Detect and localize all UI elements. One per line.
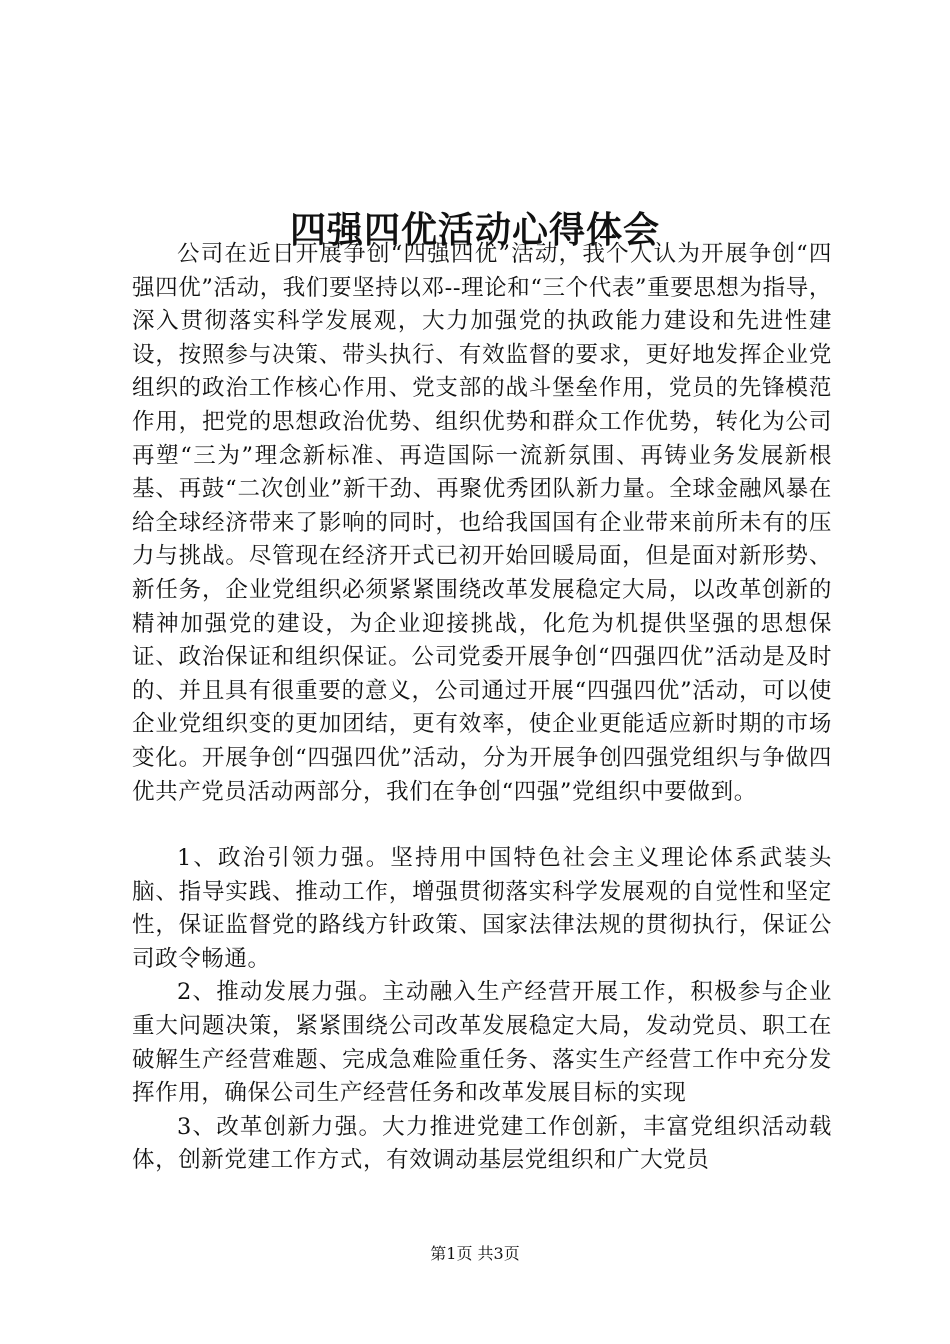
- paragraph-item-3: 3、改革创新力强。大力推进党建工作创新，丰富党组织活动载体，创新党建工作方式，有效调动基层党组织和广大党员: [132, 1113, 832, 1174]
- paragraph-intro: 公司在近日开展争创“四强四优”活动，我个人认为开展争创“四强四优”活动，我们要坚持以邓--理论和“三个代表”重要思想为指导，深入贯彻落实科学发展观，大力加强党的执政能力建设和先进性建设，按照参与决策、带头执行、有效监督的要求，更好地发挥企业党组织的政治工作核心作用、党支部的战斗堡垒作用，党员的先锋模范作用，把党的思想政治优势、组织优势和群众工作优势，转化为公司再塑“三为”理念新标准、再造国际一流新氛围、再铸业务发展新根基、再鼓“二次创业”新干劲、再聚优秀团队新力量。全球金融风暴在给全球经济带来了影响的同时，也给我国国有企业带来前所未有的压力与挑战。尽管现在经济开式已初开始回暖局面，但是面对新形势、新任务，企业党组织必须紧紧围绕改革发展稳定大局，以改革创新的精神加强党的建设，为企业迎接挑战，化危为机提供坚强的思想保证、政治保证和组织保证。公司党委开展争创“四强四优”活动是及时的、并且具有很重要的意义，公司通过开展“四强四优”活动，可以使企业党组织变的更加团结，更有效率，使企业更能适应新时期的市场变化。开展争创“四强四优”活动，分为开展争创四强党组织与争做四优共产党员活动两部分，我们在争创“四强”党组织中要做到。: [132, 241, 832, 805]
- paragraph-item-2: 2、推动发展力强。主动融入生产经营开展工作，积极参与企业重大问题决策，紧紧围绕公司改革发展稳定大局，发动党员、职工在破解生产经营难题、完成急难险重任务、落实生产经营工作中充分发挥作用，确保公司生产经营任务和改革发展目标的实现: [132, 979, 832, 1107]
- page-indicator: 第1页 共3页: [430, 1244, 520, 1263]
- document-body: [132, 238, 832, 1178]
- page-footer: [0, 1243, 950, 1265]
- document-title: 四强四优活动心得体会: [289, 209, 660, 252]
- paragraph-item-1: 1、政治引领力强。坚持用中国特色社会主义理论体系武装头脑、指导实践、推动工作，增强贯彻落实科学发展观的自觉性和坚定性，保证监督党的路线方针政策、国家法律法规的贯彻执行，保证公司政令畅通。: [132, 845, 832, 972]
